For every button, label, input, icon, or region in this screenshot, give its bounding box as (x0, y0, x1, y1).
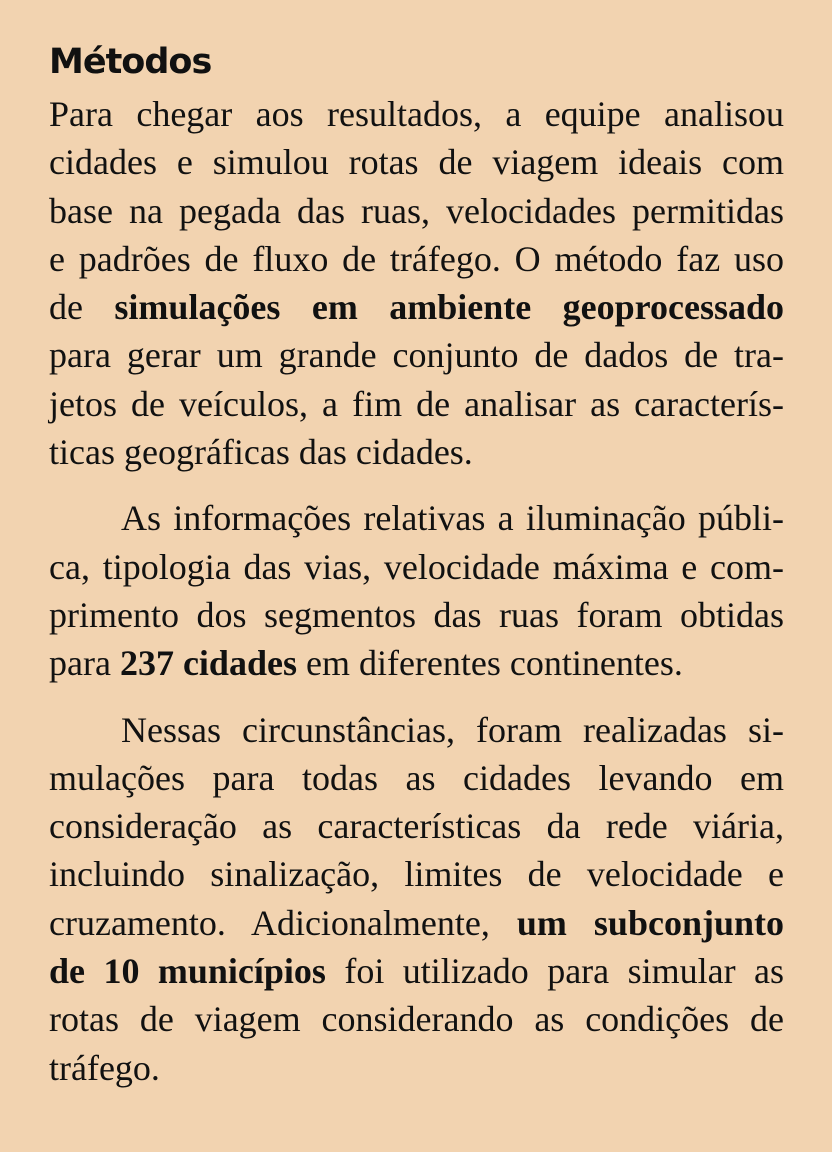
bold-text: de 10 municípios (49, 951, 326, 992)
text-run: incluindo sinalização, limites de velocidade e (49, 854, 784, 895)
text-run: Para chegar aos resultados, a equipe analisou (49, 94, 784, 134)
text-line (49, 331, 784, 379)
bold-text: 237 cidades (119, 643, 297, 684)
text-run: e padrões de fluxo de tráfego. O método faz uso (49, 238, 784, 279)
text-line (49, 380, 784, 428)
paragraph (49, 90, 784, 476)
paragraph-gap (49, 688, 784, 706)
text-line (49, 235, 784, 283)
text-line (49, 90, 784, 138)
text-line (49, 187, 784, 235)
text-line (49, 283, 784, 331)
text-run: As informações relativas a iluminação públi- (121, 498, 784, 539)
text-line (49, 754, 784, 802)
text-line (49, 995, 784, 1043)
text-line (49, 428, 784, 476)
text-run: ticas geográficas das cidades. (49, 432, 473, 473)
text-run: Nessas circunstâncias, foram realizadas si- (121, 709, 784, 750)
paragraph-gap (49, 476, 784, 494)
text-line (49, 947, 784, 995)
text-line (49, 706, 784, 754)
section-heading: Métodos (49, 42, 212, 82)
text-line (49, 802, 784, 850)
text-run: ca, tipologia das vias, velocidade máxima e com- (49, 546, 784, 587)
text-run: para (49, 643, 120, 684)
text-run: rotas de viagem considerando as condições de (49, 999, 784, 1040)
text-run: de (49, 287, 115, 328)
text-line (49, 850, 784, 898)
text-run: em diferentes continentes. (296, 643, 683, 684)
text-run: cidades e simulou rotas de viagem ideais com (49, 142, 784, 183)
text-line (49, 494, 784, 542)
text-run: jetos de veículos, a fim de analisar as caracterís- (49, 383, 784, 424)
paragraph (49, 494, 784, 687)
bold-text: simulações em ambiente geoprocessado (114, 287, 784, 328)
paragraph (49, 706, 784, 1092)
text-run: consideração as características da rede viária, (49, 806, 784, 847)
text-line (49, 543, 784, 591)
text-line (49, 138, 784, 186)
text-line (49, 591, 784, 639)
text-run: base na pegada das ruas, velocidades permitidas (49, 190, 784, 231)
text-run: primento dos segmentos das ruas foram obtidas (49, 594, 784, 635)
section-body (49, 90, 784, 1092)
text-run: foi utilizado para simular as (325, 951, 784, 992)
text-run: tráfego. (49, 1047, 160, 1088)
bold-text: um subconjunto (516, 902, 784, 943)
text-line (49, 899, 784, 947)
text-run: mulações para todas as cidades levando em (49, 757, 784, 798)
text-run: cruzamento. Adicionalmente, (49, 902, 517, 943)
text-line (49, 639, 784, 687)
text-run: para gerar um grande conjunto de dados de tra- (49, 335, 784, 376)
text-line (49, 1044, 784, 1092)
